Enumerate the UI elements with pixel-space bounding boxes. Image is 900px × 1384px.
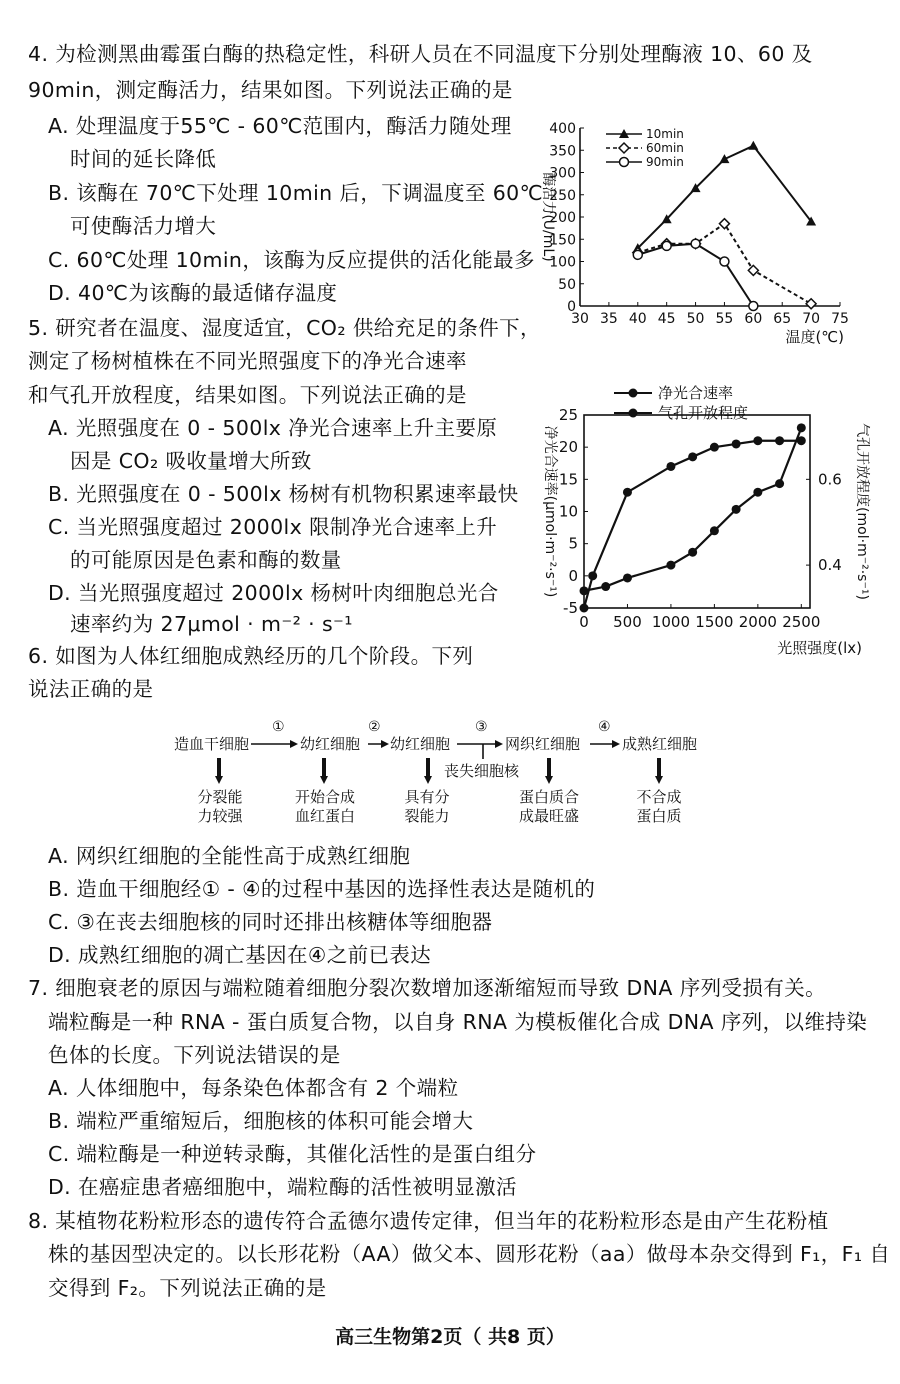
q7-option-d: D. 在癌症患者癌细胞中，端粒酶的活性被明显激活 [48,1175,517,1199]
x-tick-label: 65 [773,311,792,327]
q5-option-b: B. 光照强度在 0 - 500lx 杨树有机物积累速率最快 [48,482,519,506]
x-axis-label: 光照强度(lx) [777,639,862,657]
x-tick-label: 2500 [782,613,821,631]
step-3-label: ③ [475,719,488,735]
q4-option-b: B. 该酶在 70℃下处理 10min 后，下调温度至 60℃ [48,181,544,205]
q7-stem-line-3: 色体的长度。下列说法错误的是 [48,1043,341,1067]
q4-stem-line-2: 90min，测定酶活力，结果如图。下列说法正确的是 [28,78,513,102]
note-reticulocyte: 蛋白质合 成最旺盛 [518,788,579,825]
legend-label: 10min [646,127,684,141]
q4-option-a-cont: 时间的延长降低 [70,147,217,171]
q6-stem-line-1: 6. 如图为人体红细胞成熟经历的几个阶段。下列 [28,644,474,668]
q4-stem-line-1: 4. 为检测黑曲霉蛋白酶的热稳定性，科研人员在不同温度下分别处理酶液 10、60 及 [28,42,813,66]
down-arrow-icon [655,758,663,784]
x-tick-label: 40 [628,311,647,327]
step-2-label: ② [368,719,381,735]
y-tick-label: 25 [558,406,578,424]
down-arrow-icon [320,758,328,784]
q8-stem-line-3: 交得到 F₂。下列说法正确的是 [48,1276,327,1300]
x-tick-label: 1500 [695,613,734,631]
y-tick-label: 200 [549,210,576,226]
x-tick-label: 45 [657,311,676,327]
step-1-label: ① [272,719,285,735]
stage-erythroblast-2: 幼红细胞 [390,735,451,753]
q4-option-c: C. 60℃处理 10min，该酶为反应提供的活化能最多 [48,248,535,272]
q5-option-d: D. 当光照强度超过 2000lx 杨树叶肉细胞总光合 [48,581,499,605]
y-tick-label: 400 [549,121,576,137]
page-footer: 高三生物第2页（ 共8 页） [335,1326,565,1348]
stage-reticulocyte: 网织红细胞 [505,735,581,753]
x-tick-label: 60 [744,311,763,327]
x-tick-label: 2000 [738,613,777,631]
y2-tick-label: 0.4 [818,556,842,575]
x-tick-label: 30 [571,311,589,327]
q5-option-a-cont: 因是 CO₂ 吸收量增大所致 [70,449,312,473]
q6-stem-line-2: 说法正确的是 [28,677,154,701]
down-arrow-icon [545,758,553,784]
q5-stem-line-2: 测定了杨树植株在不同光照强度下的净光合速率 [28,349,467,373]
q5-stem-line-3: 和气孔开放程度，结果如图。下列说法正确的是 [28,383,467,407]
y-tick-label: 15 [558,470,578,489]
note-stem-cell: 分裂能 力较强 [197,788,243,825]
q5-option-c-cont: 的可能原因是色素和酶的数量 [70,548,342,572]
q5-option-d-cont: 速率约为 27μmol · m⁻² · s⁻¹ [70,612,353,636]
y-tick-label: 350 [549,143,576,160]
q6-option-d: D. 成熟红细胞的凋亡基因在④之前已表达 [48,943,432,967]
q6-option-b: B. 造血干细胞经① - ④的过程中基因的选择性表达是随机的 [48,877,596,901]
step-4-label: ④ [598,719,611,735]
q7-stem-line-1: 7. 细胞衰老的原因与端粒随着细胞分裂次数增加逐渐缩短而导致 DNA 序列受损有关。 [28,976,827,1000]
note-erythroblast-1: 开始合成 血红蛋白 [294,788,355,825]
y-tick-label: 10 [558,502,578,521]
x-tick-label: 55 [715,311,734,327]
q7-option-b: B. 端粒严重缩短后，细胞核的体积可能会增大 [48,1109,474,1133]
y-tick-label: -5 [563,599,578,617]
stage-erythroblast-1: 幼红细胞 [300,735,361,753]
q5-option-a: A. 光照强度在 0 - 500lx 净光合速率上升主要原 [48,416,498,440]
x-tick-label: 0 [579,613,589,631]
legend-label: 气孔开放程度 [658,404,749,422]
y-tick-label: 50 [558,276,576,293]
y-axis-label: 酶活力(U/mL) [540,172,556,262]
y-tick-label: 300 [549,165,576,182]
y2-axis-label: 气孔开放程度(mol·m⁻²·s⁻¹) [854,423,870,600]
down-arrow-icon [215,758,223,784]
y2-tick-label: 0.6 [818,470,842,489]
q4-option-a: A. 处理温度于55℃ - 60℃范围内，酶活力随处理 [48,114,512,138]
q8-stem-line-2: 株的基因型决定的。以长形花粉（AA）做父本、圆形花粉（aa）做母本杂交得到 F₁，F₁ 自 [48,1242,891,1266]
down-arrow-icon [424,758,432,784]
q8-stem-line-1: 8. 某植物花粉粒形态的遗传符合孟德尔遗传定律，但当年的花粉粒形态是由产生花粉植 [28,1209,829,1233]
q6-option-c: C. ③在丧去细胞核的同时还排出核糖体等细胞器 [48,910,493,934]
x-tick-label: 70 [802,311,821,327]
x-tick-label: 35 [599,311,618,327]
y-tick-label: 0 [567,299,576,315]
y-tick-label: 5 [568,534,578,553]
q7-option-c: C. 端粒酶是一种逆转录酶，其催化活性的是蛋白组分 [48,1142,537,1166]
q5-option-c: C. 当光照强度超过 2000lx 限制净光合速率上升 [48,515,498,539]
q7-option-a: A. 人体细胞中，每条染色体都含有 2 个端粒 [48,1076,459,1100]
q4-option-d: D. 40℃为该酶的最适储存温度 [48,281,338,305]
x-tick-label: 1000 [651,613,691,631]
x-tick-label: 50 [686,311,705,327]
legend-label: 60min [646,141,684,155]
branch-label-lose-nucleus: 丧失细胞核 [444,762,520,780]
stage-mature-erythrocyte: 成熟红细胞 [622,735,698,753]
q6-option-a: A. 网织红细胞的全能性高于成熟红细胞 [48,844,411,868]
note-erythroblast-2: 具有分 裂能力 [404,788,450,825]
x-axis-label: 温度(℃) [785,328,844,346]
y-tick-label: 20 [558,438,578,457]
x-tick-label: 75 [831,311,849,327]
y-axis-label: 净光合速率(μmol·m⁻²·s⁻¹) [542,425,558,598]
y-tick-label: 100 [549,254,576,271]
q5-stem-line-1: 5. 研究者在温度、湿度适宜，CO₂ 供给充足的条件下， [28,316,541,340]
x-tick-label: 500 [613,613,642,631]
legend-label: 90min [646,155,684,169]
y-tick-label: 150 [549,232,576,249]
y-tick-label: 250 [549,187,576,204]
legend-label: 净光合速率 [658,384,734,402]
q7-stem-line-2: 端粒酶是一种 RNA - 蛋白质复合物，以自身 RNA 为模板催化合成 DNA 序列，以维持染 [48,1010,868,1034]
y-tick-label: 0 [568,566,578,585]
stage-hematopoietic-stem-cell: 造血干细胞 [174,735,250,753]
note-mature-erythrocyte: 不合成 蛋白质 [636,788,682,825]
q4-option-b-cont: 可使酶活力增大 [70,214,217,238]
